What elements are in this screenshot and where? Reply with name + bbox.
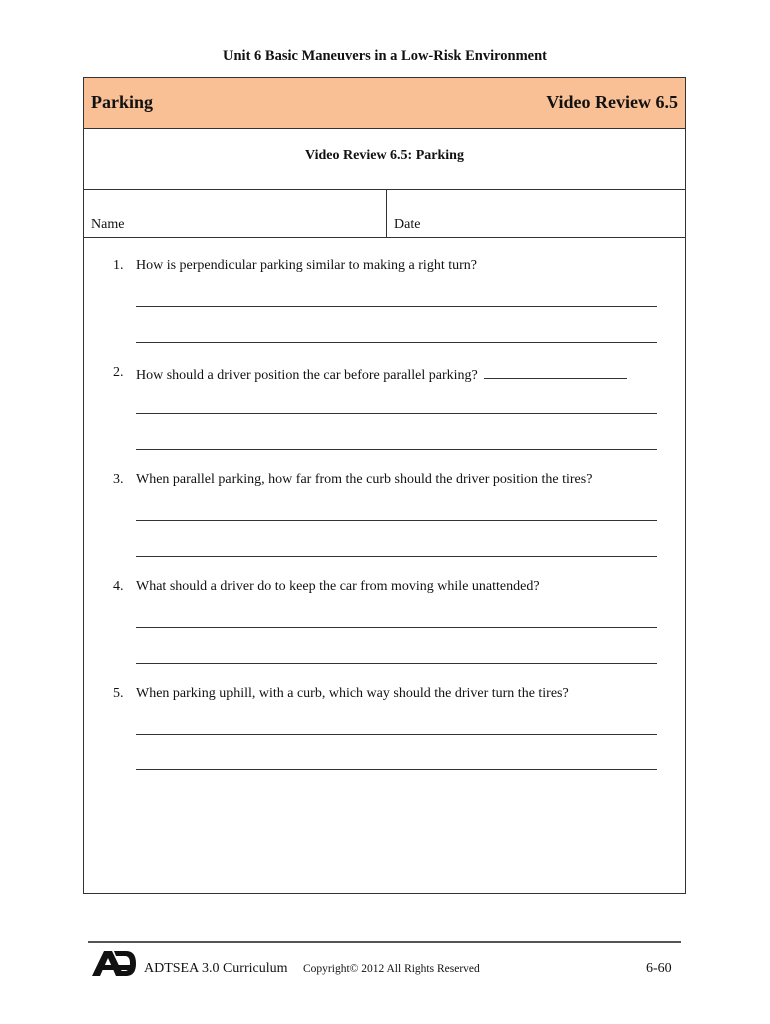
answer-line[interactable] (136, 556, 657, 557)
field-divider (386, 190, 387, 237)
answer-line[interactable] (136, 627, 657, 628)
answer-line[interactable] (136, 306, 657, 307)
banner-reference: Video Review 6.5 (546, 92, 678, 112)
answer-line[interactable] (136, 769, 657, 770)
question-text: How is perpendicular parking similar to making a right turn? (136, 258, 477, 273)
question-number: 1. (113, 258, 124, 273)
worksheet-title: Video Review 6.5: Parking (305, 148, 464, 163)
answer-line[interactable] (136, 663, 657, 664)
question-number: 2. (113, 365, 124, 380)
adtsea-logo-icon (90, 949, 138, 977)
inline-answer-blank[interactable] (484, 365, 627, 379)
question-text-wrap (136, 365, 627, 384)
question-text: When parking uphill, with a curb, which way should the driver turn the tires? (136, 686, 569, 701)
page-number: 6-60 (646, 961, 672, 976)
answer-line[interactable] (136, 449, 657, 450)
banner-topic: Parking (91, 92, 154, 112)
unit-title: Unit 6 Basic Maneuvers in a Low-Risk Environment (223, 48, 547, 64)
section-banner (84, 78, 685, 129)
subtitle-box (84, 129, 685, 190)
footer-brand: ADTSEA 3.0 Curriculum (144, 961, 288, 976)
question-text: How should a driver position the car before parallel parking? (136, 368, 478, 383)
date-field[interactable]: Date (394, 217, 421, 232)
question-text: When parallel parking, how far from the curb should the driver position the tires? (136, 472, 593, 487)
answer-line[interactable] (136, 413, 657, 414)
question-number: 5. (113, 686, 124, 701)
name-date-row (84, 190, 685, 238)
name-field[interactable]: Name (91, 217, 125, 232)
answer-line[interactable] (136, 734, 657, 735)
answer-line[interactable] (136, 342, 657, 343)
footer-copyright: Copyright© 2012 All Rights Reserved (303, 963, 480, 975)
question-number: 4. (113, 579, 124, 594)
footer-rule (88, 941, 681, 943)
question-text: What should a driver do to keep the car from moving while unattended? (136, 579, 540, 594)
answer-line[interactable] (136, 520, 657, 521)
question-number: 3. (113, 472, 124, 487)
